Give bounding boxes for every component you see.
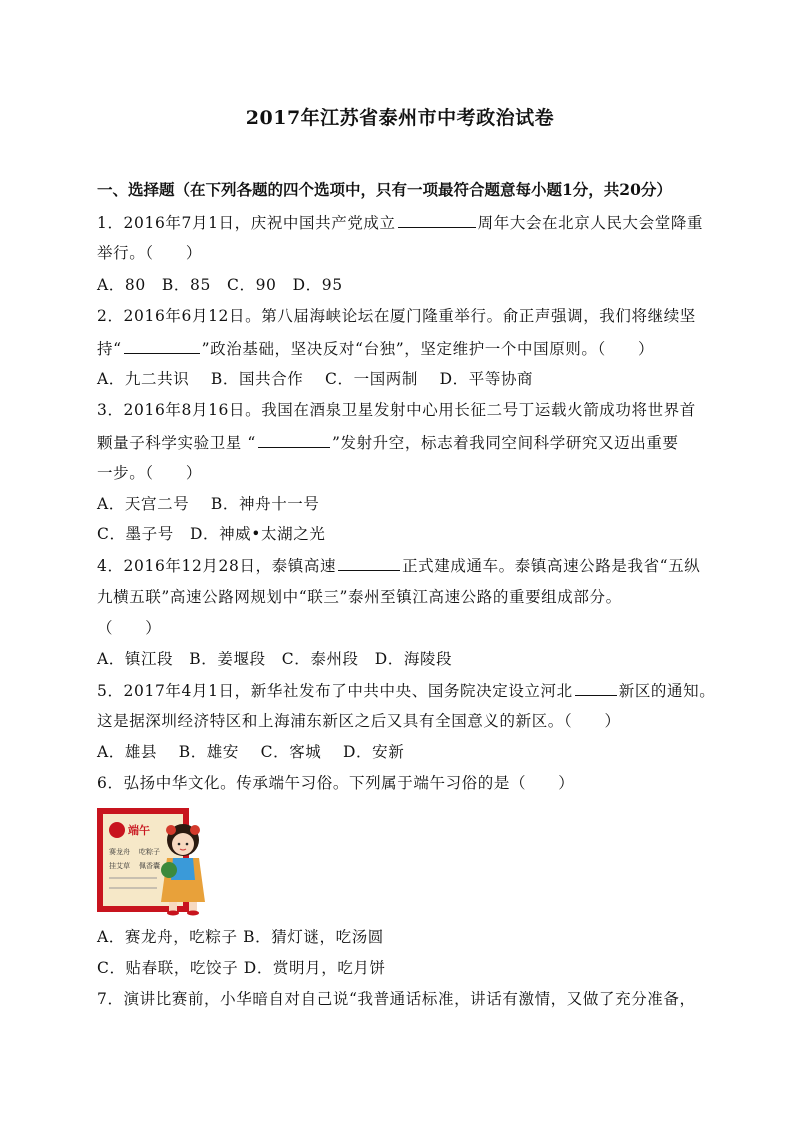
question-6: 6．弘扬中华文化。传承端午习俗。下列属于端午习俗的是（ ） bbox=[97, 774, 575, 792]
question-3-line-2 bbox=[97, 432, 717, 453]
illustration-text-1: 赛龙舟 bbox=[109, 848, 130, 856]
question-1-line-2: 举行。（ ） bbox=[97, 244, 202, 262]
question-3-options-cd: C．墨子号 D．神威•太湖之光 bbox=[97, 525, 326, 543]
illustration-text-3: 挂艾草 bbox=[109, 862, 130, 870]
illustration-text-2: 吃粽子 bbox=[139, 848, 160, 856]
badge-icon bbox=[109, 822, 125, 838]
question-2-text-cont: ”政治基础，坚决反对“台独”，坚定维护一个中国原则。（ ） bbox=[201, 340, 655, 358]
question-3-options-ab: A．天宫二号 B．神舟十一号 bbox=[97, 495, 320, 513]
question-3-text-cont: ”发射升空，标志着我同空间科学研究又迈出重要 bbox=[331, 434, 679, 452]
question-2-text: 持“ bbox=[97, 340, 122, 358]
question-3: 3．2016年8月16日。我国在酒泉卫星发射中心用长征二号丁运载火箭成功将世界首 bbox=[97, 401, 696, 419]
girl-figure-icon bbox=[161, 824, 205, 916]
illustration-text-4: 佩香囊 bbox=[139, 862, 160, 870]
question-5 bbox=[97, 680, 717, 701]
question-4 bbox=[97, 555, 717, 576]
question-4-text: 4．2016年12月28日，泰镇高速 bbox=[97, 557, 337, 575]
question-2-line-2 bbox=[97, 338, 717, 359]
question-1-text-cont: 周年大会在北京人民大会堂降重 bbox=[477, 214, 704, 232]
question-5-text-cont: 新区的通知。 bbox=[618, 682, 716, 700]
answer-blank bbox=[338, 555, 400, 571]
answer-blank bbox=[258, 432, 330, 448]
question-6-options-ab: A．赛龙舟，吃粽子 B．猜灯谜，吃汤圆 bbox=[97, 928, 384, 946]
question-5-options: A．雄县 B．雄安 C．客城 D．安新 bbox=[97, 743, 405, 761]
question-5-text: 5．2017年4月1日，新华社发布了中共中央、国务院决定设立河北 bbox=[97, 682, 573, 700]
dragon-boat-festival-illustration bbox=[97, 808, 215, 916]
section-heading: 一、选择题（在下列各题的四个选项中，只有一项最符合题意每小题1分，共20分） bbox=[97, 180, 672, 199]
question-4-options: A．镇江段 B．姜堰段 C．泰州段 D．海陵段 bbox=[97, 650, 453, 668]
question-5-line-2: 这是据深圳经济特区和上海浦东新区之后又具有全国意义的新区。（ ） bbox=[97, 712, 621, 730]
question-1-text: 1．2016年7月1日，庆祝中国共产党成立 bbox=[97, 214, 396, 232]
answer-blank bbox=[398, 212, 476, 228]
illustration-heading: 端午 bbox=[128, 824, 150, 837]
question-3-line-3: 一步。（ ） bbox=[97, 464, 202, 482]
question-4-text-cont: 正式建成通车。泰镇高速公路是我省“五纵 bbox=[402, 557, 701, 575]
question-6-options-cd: C．贴春联，吃饺子 D．赏明月，吃月饼 bbox=[97, 959, 386, 977]
question-1 bbox=[97, 212, 717, 233]
question-4-line-2: 九横五联”高速公路网规划中“联三”泰州至镇江高速公路的重要组成部分。 bbox=[97, 588, 622, 606]
question-2-options: A．九二共识 B．国共合作 C．一国两制 D．平等协商 bbox=[97, 370, 534, 388]
question-3-text: 颗量子科学实验卫星 “ bbox=[97, 434, 256, 452]
question-1-options: A．80 B．85 C．90 D．95 bbox=[97, 276, 343, 294]
question-7: 7．演讲比赛前，小华暗自对自己说“我普通话标准，讲话有激情，又做了充分准备， bbox=[97, 990, 696, 1008]
answer-blank bbox=[575, 680, 617, 696]
question-4-line-3: （ ） bbox=[97, 619, 162, 637]
page-title: 2017年江苏省泰州市中考政治试卷 bbox=[245, 107, 555, 129]
answer-blank bbox=[124, 338, 200, 354]
question-2: 2．2016年6月12日。第八届海峡论坛在厦门隆重举行。俞正声强调，我们将继续坚 bbox=[97, 307, 696, 325]
